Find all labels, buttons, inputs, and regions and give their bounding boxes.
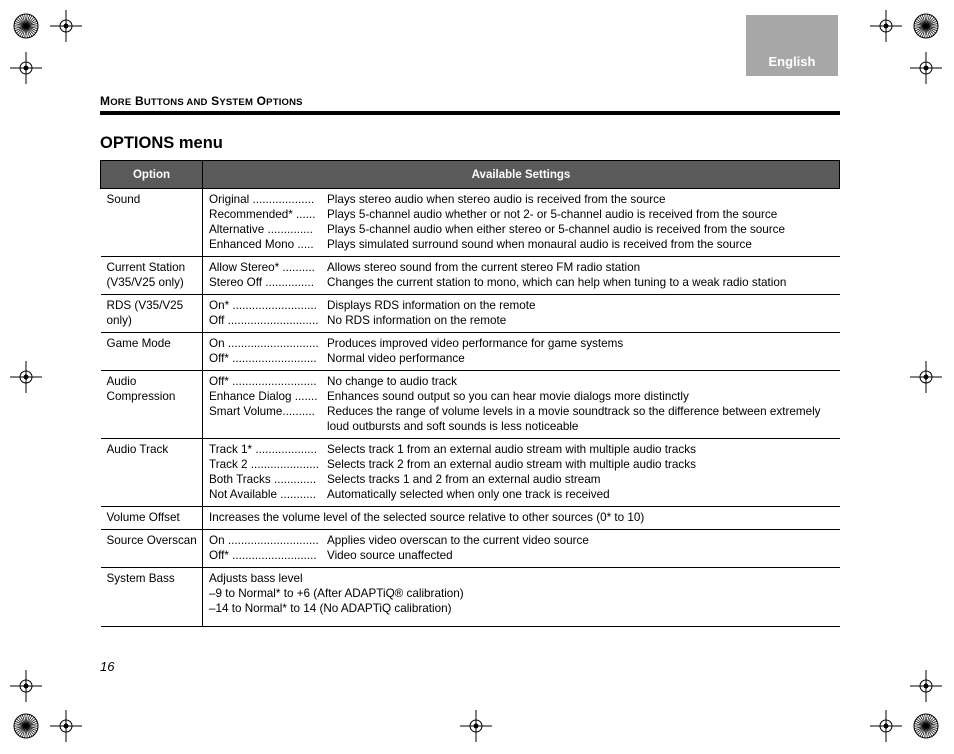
- setting-item: [209, 207, 835, 222]
- setting-description: Video source unaffected: [327, 549, 453, 562]
- setting-text: –9 to Normal* to +6 (After ADAPTiQ® calibration): [209, 587, 464, 600]
- setting-item: [209, 260, 835, 275]
- option-name: Audio Track: [101, 439, 203, 507]
- setting-item: [209, 351, 835, 366]
- setting-description: Enhances sound output so you can hear movie dialogs more distinctly: [327, 390, 689, 403]
- language-label: English: [768, 54, 816, 69]
- table-row: [101, 295, 840, 333]
- option-settings: [203, 439, 840, 507]
- option-settings: [203, 568, 840, 627]
- setting-description: Selects track 1 from an external audio stream with multiple audio tracks: [327, 443, 696, 456]
- registration-disc-icon: [910, 710, 942, 742]
- option-settings: [203, 371, 840, 439]
- crosshair-icon: [910, 52, 942, 84]
- setting-item: [209, 192, 835, 207]
- setting-item: [209, 275, 835, 290]
- option-name: Volume Offset: [101, 507, 203, 530]
- setting-item: [209, 336, 835, 351]
- setting-description: Plays 5-channel audio when either stereo or 5-channel audio is received from the source: [327, 223, 786, 236]
- setting-item: [209, 472, 835, 487]
- setting-name: Enhanced Mono .....: [209, 238, 314, 251]
- registration-disc-icon: [910, 10, 942, 42]
- crosshair-icon: [50, 10, 82, 42]
- setting-item: [209, 222, 835, 237]
- option-settings: [203, 295, 840, 333]
- setting-description: Displays RDS information on the remote: [327, 299, 536, 312]
- setting-name: Off* ..........................: [209, 549, 317, 562]
- setting-text: Increases the volume level of the selected source relative to other sources (0* to 10): [209, 511, 645, 524]
- table-header-row: [101, 161, 840, 189]
- crosshair-icon: [50, 710, 82, 742]
- setting-name: Allow Stereo* ..........: [209, 261, 315, 274]
- setting-description: No RDS information on the remote: [327, 314, 507, 327]
- setting-item: [209, 533, 835, 548]
- registration-disc-icon: [10, 10, 42, 42]
- setting-name: Not Available ...........: [209, 488, 316, 501]
- table-row: [101, 371, 840, 439]
- option-name: Sound: [101, 189, 203, 257]
- setting-description: Allows stereo sound from the current stereo FM radio station: [327, 261, 641, 274]
- setting-item: [209, 487, 835, 502]
- crosshair-icon: [910, 670, 942, 702]
- option-name: Game Mode: [101, 333, 203, 371]
- options-table: [100, 160, 840, 627]
- setting-item: [209, 374, 835, 389]
- option-settings: [203, 189, 840, 257]
- setting-description: Plays stereo audio when stereo audio is received from the source: [327, 193, 666, 206]
- setting-text: –14 to Normal* to 14 (No ADAPTiQ calibration): [209, 602, 452, 615]
- table-row: [101, 189, 840, 257]
- crosshair-icon: [10, 670, 42, 702]
- language-tab: [746, 15, 838, 76]
- option-name: Current Station (V35/V25 only): [101, 257, 203, 295]
- page-number: 16: [100, 659, 115, 674]
- setting-description: Changes the current station to mono, which can help when tuning to a weak radio station: [327, 276, 787, 289]
- table-row: [101, 333, 840, 371]
- option-name: Source Overscan: [101, 530, 203, 568]
- option-settings: [203, 507, 840, 530]
- setting-description: Selects track 2 from an external audio stream with multiple audio tracks: [327, 458, 696, 471]
- setting-name: Track 2 .....................: [209, 458, 319, 471]
- setting-name: Enhance Dialog .......: [209, 390, 318, 403]
- column-header-settings: Available Settings: [203, 161, 840, 189]
- setting-description: Reduces the range of volume levels in a movie soundtrack so the difference between extremely loud outbursts and soft sounds is less noticeable: [327, 405, 821, 433]
- crosshair-icon: [870, 710, 902, 742]
- crosshair-icon: [910, 361, 942, 393]
- option-name: RDS (V35/V25 only): [101, 295, 203, 333]
- setting-name: Off* ..........................: [209, 375, 317, 388]
- table-row: [101, 439, 840, 507]
- option-name: System Bass: [101, 568, 203, 627]
- header-rule: [100, 111, 840, 115]
- setting-description: No change to audio track: [327, 375, 457, 388]
- setting-description: Produces improved video performance for game systems: [327, 337, 624, 350]
- setting-item: [209, 389, 835, 404]
- column-header-option: Option: [101, 161, 203, 189]
- setting-description: Applies video overscan to the current video source: [327, 534, 589, 547]
- crosshair-icon: [870, 10, 902, 42]
- setting-description: Automatically selected when only one track is received: [327, 488, 610, 501]
- crosshair-icon: [10, 361, 42, 393]
- setting-name: Track 1* ...................: [209, 443, 318, 456]
- setting-description: Plays 5-channel audio whether or not 2- or 5-channel audio is received from the source: [327, 208, 778, 221]
- setting-description: Normal video performance: [327, 352, 465, 365]
- setting-name: On ............................: [209, 534, 319, 547]
- setting-name: Recommended* ......: [209, 208, 316, 221]
- table-row: [101, 530, 840, 568]
- setting-description: Selects tracks 1 and 2 from an external audio stream: [327, 473, 601, 486]
- option-settings: [203, 257, 840, 295]
- option-name: Audio Compression: [101, 371, 203, 439]
- setting-item: [209, 442, 835, 457]
- crosshair-icon: [460, 710, 492, 742]
- setting-item: [209, 548, 835, 563]
- setting-name: On ............................: [209, 337, 319, 350]
- setting-name: Stereo Off ...............: [209, 276, 315, 289]
- setting-name: On* ..........................: [209, 299, 317, 312]
- setting-item: [209, 298, 835, 313]
- section-title: MORE BUTTONS AND SYSTEM OPTIONS: [100, 94, 303, 108]
- option-settings: [203, 333, 840, 371]
- setting-name: Off ............................: [209, 314, 319, 327]
- menu-title: OPTIONS menu: [100, 134, 223, 152]
- setting-item: [209, 457, 835, 472]
- setting-text: Adjusts bass level: [209, 572, 303, 585]
- table-row: [101, 257, 840, 295]
- setting-name: Smart Volume..........: [209, 405, 315, 418]
- setting-name: Original ...................: [209, 193, 315, 206]
- setting-description: Plays simulated surround sound when monaural audio is received from the source: [327, 238, 752, 251]
- setting-item: [209, 404, 835, 434]
- table-row: [101, 507, 840, 530]
- setting-item: [209, 237, 835, 252]
- setting-name: Both Tracks .............: [209, 473, 317, 486]
- setting-item: [209, 313, 835, 328]
- table-row: [101, 568, 840, 627]
- setting-name: Off* ..........................: [209, 352, 317, 365]
- crosshair-icon: [10, 52, 42, 84]
- option-settings: [203, 530, 840, 568]
- setting-name: Alternative ..............: [209, 223, 313, 236]
- registration-disc-icon: [10, 710, 42, 742]
